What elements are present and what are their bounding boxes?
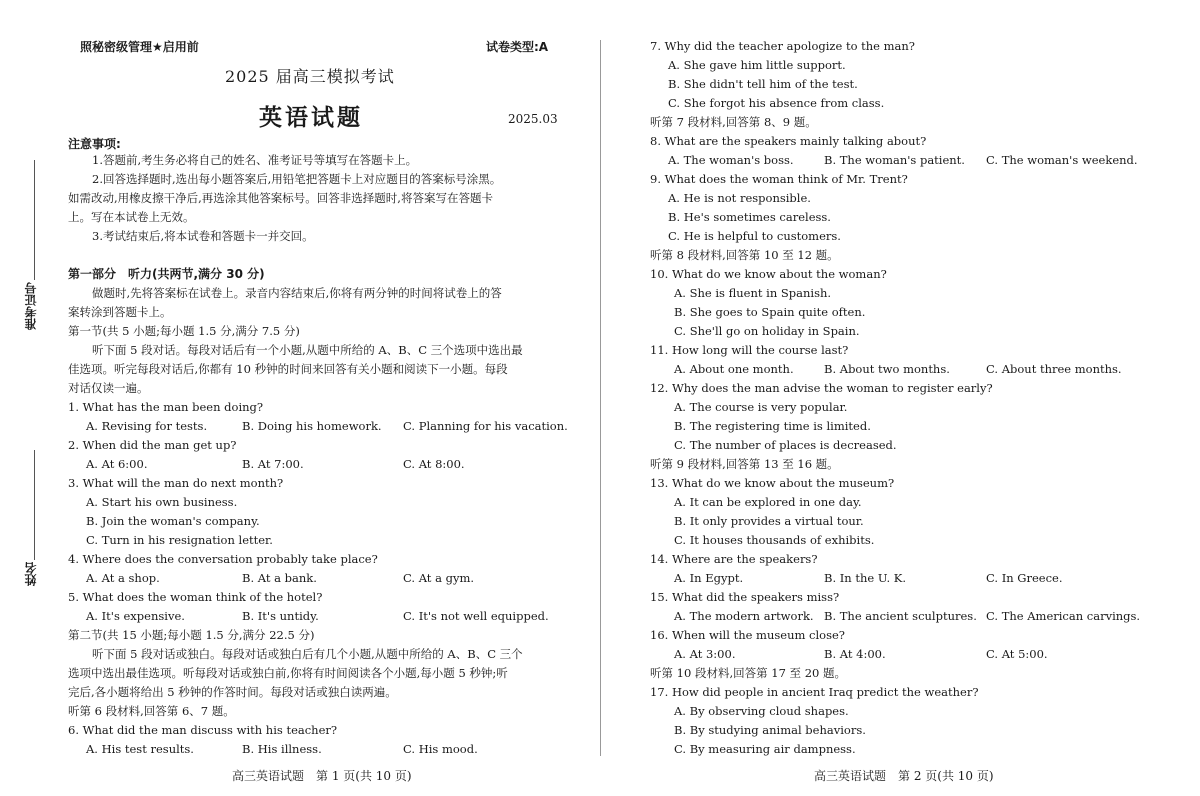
question-2-option-c: C. At 8:00. — [403, 457, 465, 471]
material-6-heading: 听第 6 段材料,回答第 6、7 题。 — [68, 704, 235, 718]
question-1-option-c: C. Planning for his vacation. — [403, 419, 568, 433]
exam-title: 2025 届高三模拟考试 — [225, 67, 395, 86]
section-2-desc-line-2: 选项中选出最佳选项。听每段对话或独白前,你将有时间阅读各个小题,每小题 5 秒钟;听 — [68, 666, 508, 680]
question-10-option-c: C. She'll go on holiday in Spain. — [674, 324, 860, 338]
side-label-exam-id: 准考证号 — [24, 282, 38, 330]
question-4-option-a: A. At a shop. — [86, 571, 160, 585]
question-3-option-c: C. Turn in his resignation letter. — [86, 533, 273, 547]
exam-date: 2025.03 — [508, 112, 558, 126]
question-15-option-b: B. The ancient sculptures. — [824, 609, 977, 623]
question-16: 16. When will the museum close? — [650, 628, 845, 642]
name-blank-line — [34, 450, 35, 560]
question-7-option-b: B. She didn't tell him of the test. — [668, 77, 858, 91]
material-9-heading: 听第 9 段材料,回答第 13 至 16 题。 — [650, 457, 839, 471]
question-2: 2. When did the man get up? — [68, 438, 237, 452]
note-2-line-1: 2.回答选择题时,选出每小题答案后,用铅笔把答题卡上对应题目的答案标号涂黑。 — [92, 172, 502, 186]
question-6-option-b: B. His illness. — [242, 742, 322, 756]
question-16-option-a: A. At 3:00. — [674, 647, 736, 661]
question-17: 17. How did people in ancient Iraq predict the weather? — [650, 685, 979, 699]
question-12-option-c: C. The number of places is decreased. — [674, 438, 897, 452]
question-9-option-b: B. He's sometimes careless. — [668, 210, 831, 224]
page-2-footer: 高三英语试题 第 2 页(共 10 页) — [814, 769, 994, 783]
question-8-option-b: B. The woman's patient. — [824, 153, 965, 167]
note-2-line-3: 上。写在本试卷上无效。 — [68, 210, 195, 224]
question-1-option-a: A. Revising for tests. — [86, 419, 208, 433]
question-14-option-b: B. In the U. K. — [824, 571, 907, 585]
question-14-option-c: C. In Greece. — [986, 571, 1063, 585]
section-1-desc-line-2: 佳选项。听完每段对话后,你都有 10 秒钟的时间来回答有关小题和阅读下一小题。每段 — [68, 362, 508, 376]
question-6: 6. What did the man discuss with his teacher? — [68, 723, 338, 737]
question-4-option-c: C. At a gym. — [403, 571, 475, 585]
question-7: 7. Why did the teacher apologize to the man? — [650, 39, 915, 53]
question-16-option-b: B. At 4:00. — [824, 647, 886, 661]
question-5-option-a: A. It's expensive. — [86, 609, 185, 623]
question-6-option-c: C. His mood. — [403, 742, 478, 756]
question-13-option-a: A. It can be explored in one day. — [674, 495, 862, 509]
question-5: 5. What does the woman think of the hotel? — [68, 590, 323, 604]
question-12: 12. Why does the man advise the woman to register early? — [650, 381, 993, 395]
question-5-option-b: B. It's untidy. — [242, 609, 319, 623]
question-17-option-c: C. By measuring air dampness. — [674, 742, 856, 756]
question-8-option-a: A. The woman's boss. — [668, 153, 794, 167]
question-1-option-b: B. Doing his homework. — [242, 419, 382, 433]
question-2-option-b: B. At 7:00. — [242, 457, 304, 471]
question-7-option-a: A. She gave him little support. — [668, 58, 846, 72]
section-1-desc-line-1: 听下面 5 段对话。每段对话后有一个小题,从题中所给的 A、B、C 三个选项中选出最 — [92, 343, 523, 357]
question-3: 3. What will the man do next month? — [68, 476, 284, 490]
question-2-option-a: A. At 6:00. — [86, 457, 148, 471]
question-4-option-b: B. At a bank. — [242, 571, 317, 585]
subject-title: 英语试题 — [259, 105, 363, 131]
question-11: 11. How long will the course last? — [650, 343, 849, 357]
part-1-desc-line-2: 案转涂到答题卡上。 — [68, 305, 172, 319]
question-15: 15. What did the speakers miss? — [650, 590, 840, 604]
note-2-line-2: 如需改动,用橡皮擦干净后,再选涂其他答案标号。回答非选择题时,将答案写在答题卡 — [68, 191, 493, 205]
question-10-option-b: B. She goes to Spain quite often. — [674, 305, 866, 319]
question-13-option-c: C. It houses thousands of exhibits. — [674, 533, 875, 547]
question-15-option-c: C. The American carvings. — [986, 609, 1141, 623]
part-1-title: 第一部分 听力(共两节,满分 30 分) — [68, 267, 265, 281]
question-5-option-c: C. It's not well equipped. — [403, 609, 549, 623]
notes-heading: 注意事项: — [68, 137, 121, 151]
page-divider — [600, 40, 601, 756]
secret-level: 照秘密级管理★启用前 — [80, 40, 199, 54]
question-7-option-c: C. She forgot his absence from class. — [668, 96, 885, 110]
material-7-heading: 听第 7 段材料,回答第 8、9 题。 — [650, 115, 817, 129]
note-1: 1.答题前,考生务必将自己的姓名、准考证号等填写在答题卡上。 — [92, 153, 418, 167]
question-8: 8. What are the speakers mainly talking about? — [650, 134, 927, 148]
question-1: 1. What has the man been doing? — [68, 400, 264, 414]
question-9-option-c: C. He is helpful to customers. — [668, 229, 841, 243]
question-15-option-a: A. The modern artwork. — [674, 609, 814, 623]
section-2-desc-line-1: 听下面 5 段对话或独白。每段对话或独白后有几个小题,从题中所给的 A、B、C 三个 — [92, 647, 523, 661]
id-blank-line — [34, 160, 35, 280]
question-12-option-a: A. The course is very popular. — [674, 400, 848, 414]
question-14: 14. Where are the speakers? — [650, 552, 818, 566]
page-1-footer: 高三英语试题 第 1 页(共 10 页) — [232, 769, 412, 783]
question-17-option-a: A. By observing cloud shapes. — [674, 704, 849, 718]
question-11-option-c: C. About three months. — [986, 362, 1122, 376]
question-9: 9. What does the woman think of Mr. Trent? — [650, 172, 908, 186]
side-label-name: 姓名 — [24, 562, 38, 586]
part-1-desc-line-1: 做题时,先将答案标在试卷上。录音内容结束后,你将有两分钟的时间将试卷上的答 — [92, 286, 502, 300]
note-3: 3.考试结束后,将本试卷和答题卡一并交回。 — [92, 229, 314, 243]
question-14-option-a: A. In Egypt. — [674, 571, 744, 585]
question-12-option-b: B. The registering time is limited. — [674, 419, 871, 433]
question-3-option-a: A. Start his own business. — [86, 495, 238, 509]
section-1-desc-line-3: 对话仅读一遍。 — [68, 381, 149, 395]
section-2-title: 第二节(共 15 小题;每小题 1.5 分,满分 22.5 分) — [68, 628, 315, 642]
section-1-title: 第一节(共 5 小题;每小题 1.5 分,满分 7.5 分) — [68, 324, 300, 338]
material-10-heading: 听第 10 段材料,回答第 17 至 20 题。 — [650, 666, 846, 680]
question-16-option-c: C. At 5:00. — [986, 647, 1048, 661]
question-9-option-a: A. He is not responsible. — [668, 191, 811, 205]
question-10-option-a: A. She is fluent in Spanish. — [674, 286, 832, 300]
material-8-heading: 听第 8 段材料,回答第 10 至 12 题。 — [650, 248, 839, 262]
question-13-option-b: B. It only provides a virtual tour. — [674, 514, 864, 528]
question-8-option-c: C. The woman's weekend. — [986, 153, 1138, 167]
question-10: 10. What do we know about the woman? — [650, 267, 887, 281]
question-3-option-b: B. Join the woman's company. — [86, 514, 260, 528]
question-13: 13. What do we know about the museum? — [650, 476, 895, 490]
question-4: 4. Where does the conversation probably take place? — [68, 552, 378, 566]
section-2-desc-line-3: 完后,各小题将给出 5 秒钟的作答时间。每段对话或独白读两遍。 — [68, 685, 397, 699]
question-17-option-b: B. By studying animal behaviors. — [674, 723, 866, 737]
question-6-option-a: A. His test results. — [86, 742, 194, 756]
question-11-option-a: A. About one month. — [674, 362, 794, 376]
paper-type: 试卷类型:A — [486, 40, 549, 54]
question-11-option-b: B. About two months. — [824, 362, 950, 376]
